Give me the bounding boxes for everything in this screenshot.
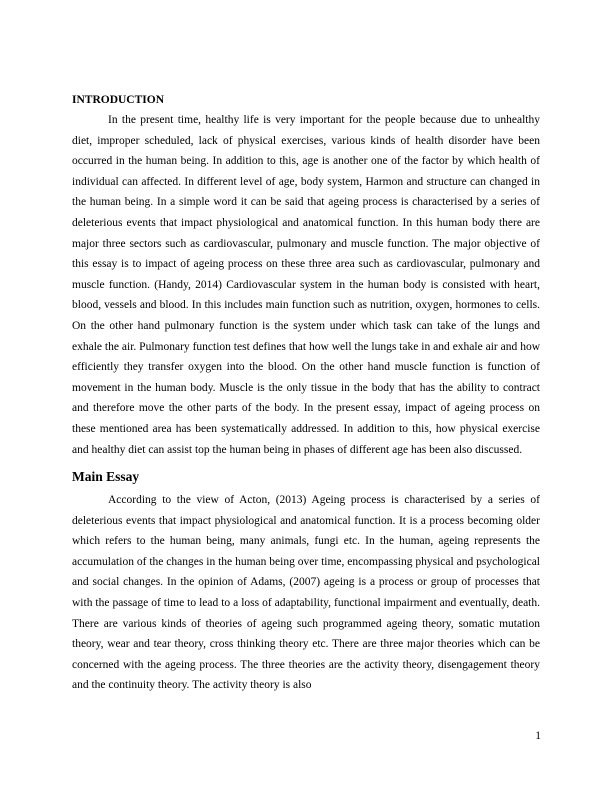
introduction-heading: INTRODUCTION — [72, 94, 165, 106]
page-content — [72, 90, 540, 696]
introduction-paragraph: In the present time, healthy life is very important for the people because due to unhealthy diet, improper scheduled, lack of physical exercises, various kinds of health disorder have been occurred in the human being. In addition to this, age is another one of the factor by which health of individual can affected. In different level of age, body system, Harmon and structure can changed in the human being. In a simple word it can be said that ageing process is characterised by a series of deleterious events that impact physiological and anatomical function. In this human body there are major three sectors such as cardiovascular, pulmonary and muscle function. The major objective of this essay is to impact of ageing process on these three area such as cardiovascular, pulmonary and muscle function. (Handy, 2014) Cardiovascular system in the human body is consisted with heart, blood, vessels and blood. In this includes main function such as nutrition, oxygen, hormones to cells. On the other hand pulmonary function is the system under which task can take of the lungs and exhale the air. Pulmonary function test defines that how well the lungs take in and exhale air and how efficiently they transfer oxygen into the blood. On the other hand muscle function is function of movement in the human body. Muscle is the only tissue in the body that has the ability to contract and therefore move the other parts of the body. In the present essay, impact of ageing process on these mentioned area has been systematically addressed. In addition to this, how physical exercise and healthy diet can assist top the human being in phases of different age has been also discussed. — [72, 114, 540, 456]
main-essay-paragraph: According to the view of Acton, (2013) Ageing process is characterised by a series of deleterious events that impact physiological and anatomical function. It is a process becoming older which refers to the human being, many animals, fungi etc. In the human, ageing represents the accumulation of the changes in the human being over time, encompassing physical and psychological and social changes. In the opinion of Adams, (2007) ageing is a process or group of processes that with the passage of time to lead to a loss of adaptability, functional impairment and eventually, death. There are various kinds of theories of ageing such programmed ageing theory, somatic mutation theory, wear and tear theory, cross thinking theory etc. There are three major theories which can be concerned with the ageing process. The three theories are the activity theory, disengagement theory and the continuity theory. The activity theory is also — [72, 494, 540, 692]
page-number: 1 — [535, 730, 541, 742]
main-essay-heading: Main Essay — [72, 469, 140, 485]
